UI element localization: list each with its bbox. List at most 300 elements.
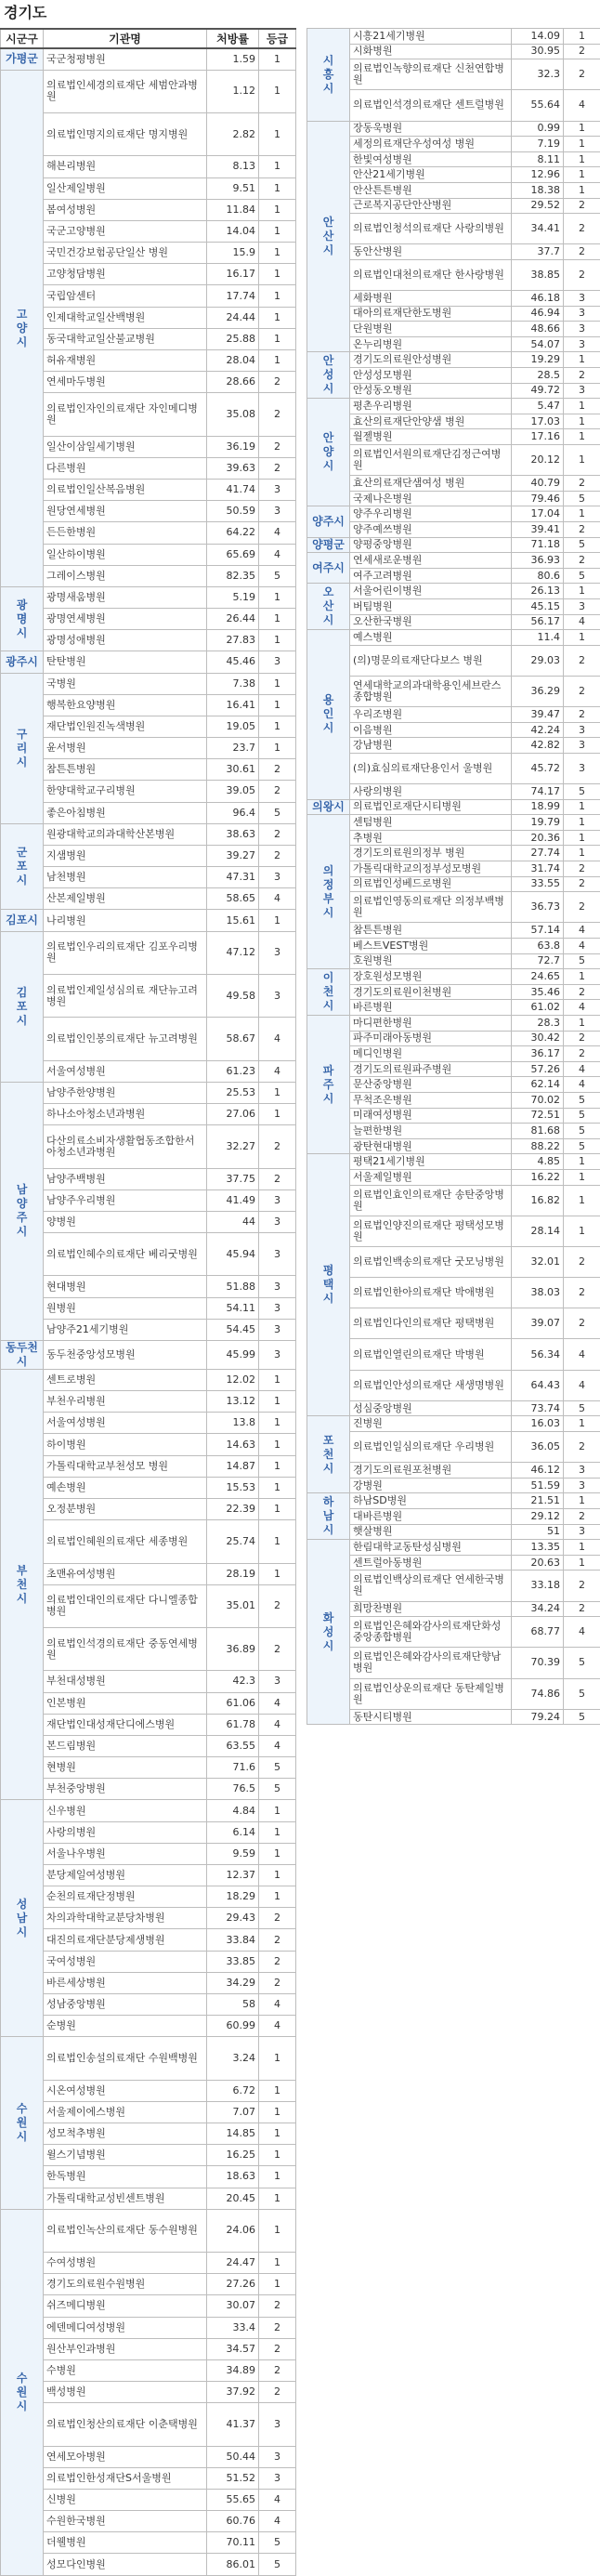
region-cell: 하남시 — [307, 1493, 350, 1540]
grade: 3 — [564, 291, 600, 307]
hospital-name: 백성병원 — [44, 2382, 207, 2403]
table-row — [1, 2467, 296, 2489]
table-row — [1, 457, 296, 479]
hospital-name: 버팀병원 — [350, 598, 512, 614]
hospital-name: 연세모아병원 — [44, 2446, 207, 2467]
table-row — [307, 322, 600, 337]
table-row — [1, 1886, 296, 1908]
prescription-rate: 28.66 — [207, 372, 259, 393]
prescription-rate: 47.12 — [207, 931, 259, 974]
prescription-rate: 57.26 — [512, 1061, 564, 1077]
prescription-rate: 18.29 — [207, 1886, 259, 1908]
grade: 4 — [564, 1061, 600, 1077]
prescription-rate: 9.59 — [207, 1843, 259, 1864]
prescription-rate: 36.89 — [207, 1628, 259, 1671]
hospital-name: 분당제일여성병원 — [44, 1864, 207, 1886]
prescription-rate: 31.74 — [512, 861, 564, 877]
hospital-name: 부천대성병원 — [44, 1671, 207, 1692]
hospital-name: 서울제일병원 — [350, 1169, 512, 1185]
prescription-rate: 28.04 — [207, 349, 259, 371]
grade: 3 — [564, 336, 600, 352]
hospital-name: 의료법인명지의료재단 명지병원 — [44, 113, 207, 156]
table-row — [1, 802, 296, 823]
prescription-rate: 30.42 — [512, 1031, 564, 1046]
hospital-name: 의료법인일산복음병원 — [44, 479, 207, 500]
table-row — [1, 1434, 296, 1455]
prescription-rate: 33.84 — [207, 1929, 259, 1951]
prescription-rate: 55.64 — [512, 90, 564, 121]
hospital-name: 성모척추병원 — [44, 2123, 207, 2145]
hospital-name: 본드림병원 — [44, 1735, 207, 1756]
prescription-rate: 35.46 — [512, 984, 564, 1000]
hospital-name: 광명성애병원 — [44, 630, 207, 651]
hospital-name: 이음병원 — [350, 722, 512, 738]
table-row — [1, 823, 296, 845]
hospital-name: 참튼튼병원 — [350, 923, 512, 939]
table-row — [307, 939, 600, 954]
grade: 2 — [259, 1584, 296, 1627]
grade: 5 — [564, 1092, 600, 1108]
grade: 2 — [564, 476, 600, 492]
hospital-name: 다른병원 — [44, 457, 207, 479]
prescription-rate: 39.07 — [512, 1308, 564, 1339]
region-cell: 의왕시 — [307, 799, 350, 815]
hospital-name: 한빛여성병원 — [350, 151, 512, 167]
grade: 1 — [259, 1520, 296, 1563]
grade: 4 — [564, 1339, 600, 1370]
header-name: 기관명 — [44, 29, 207, 48]
table-row — [1, 501, 296, 522]
table-row — [307, 830, 600, 846]
table-row — [307, 1509, 600, 1525]
hospital-name: 더웰병원 — [44, 2532, 207, 2554]
grade: 1 — [259, 2037, 296, 2080]
grade: 2 — [259, 845, 296, 866]
hospital-name: 탄탄병원 — [44, 651, 207, 673]
prescription-rate: 29.12 — [512, 1509, 564, 1525]
grade: 1 — [259, 1104, 296, 1125]
hospital-name: 남양주21세기병원 — [44, 1319, 207, 1340]
prescription-rate: 19.29 — [512, 352, 564, 368]
table-row — [1, 199, 296, 220]
hospital-name: 초맨유여성병원 — [44, 1563, 207, 1584]
prescription-rate: 74.17 — [512, 784, 564, 800]
prescription-rate: 86.01 — [207, 2554, 259, 2575]
grade: 5 — [564, 1138, 600, 1154]
prescription-rate: 39.05 — [207, 781, 259, 802]
prescription-rate: 36.17 — [512, 1046, 564, 1062]
prescription-rate: 32.01 — [512, 1246, 564, 1277]
prescription-rate: 13.8 — [207, 1413, 259, 1434]
grade: 1 — [564, 399, 600, 414]
grade: 4 — [564, 923, 600, 939]
table-row — [307, 1278, 600, 1308]
hospital-name: 순천의료재단정병원 — [44, 1886, 207, 1908]
grade: 4 — [259, 2016, 296, 2037]
grade: 3 — [564, 322, 600, 337]
grade: 1 — [564, 445, 600, 476]
hospital-name: 가톨릭대학교의정부성모병원 — [350, 861, 512, 877]
table-row — [1, 974, 296, 1017]
grade: 1 — [564, 506, 600, 522]
hospital-name: 경기도의료원안성병원 — [350, 352, 512, 368]
hospital-name: 의료법인송설의료재단 수원백병원 — [44, 2037, 207, 2080]
table-row — [307, 429, 600, 445]
hospital-name: 일산이삼일세기병원 — [44, 436, 207, 457]
prescription-rate: 63.8 — [512, 939, 564, 954]
table-row — [1, 1821, 296, 1843]
table-row — [1, 177, 296, 199]
grade: 1 — [564, 1185, 600, 1216]
table-row — [1, 544, 296, 565]
prescription-rate: 20.63 — [512, 1555, 564, 1571]
hospital-name: 국군고양병원 — [44, 220, 207, 242]
grade: 5 — [564, 1108, 600, 1124]
grade: 3 — [564, 738, 600, 754]
prescription-rate: 13.35 — [512, 1540, 564, 1556]
table-row — [307, 29, 600, 45]
prescription-rate: 74.86 — [512, 1678, 564, 1709]
prescription-rate: 25.74 — [207, 1520, 259, 1563]
table-row — [307, 1463, 600, 1479]
table-row — [1, 1477, 296, 1498]
prescription-rate: 12.96 — [512, 167, 564, 183]
grade: 1 — [259, 586, 296, 608]
prescription-rate: 47.31 — [207, 867, 259, 888]
hospital-name: 국제나은병원 — [350, 491, 512, 506]
prescription-rate: 51.59 — [512, 1478, 564, 1493]
hospital-name: 센트로병원 — [44, 1369, 207, 1390]
hospital-name: 의료법인혜수의료재단 베리굿병원 — [44, 1233, 207, 1276]
grade: 1 — [259, 1821, 296, 1843]
region-cell: 시흥시 — [307, 29, 350, 122]
table-row — [1, 1297, 296, 1319]
grade: 4 — [259, 2511, 296, 2532]
prescription-rate: 12.37 — [207, 1864, 259, 1886]
prescription-rate: 30.95 — [512, 44, 564, 59]
table-row — [307, 1617, 600, 1648]
prescription-rate: 18.63 — [207, 2166, 259, 2188]
prescription-rate: 16.03 — [512, 1416, 564, 1432]
hospital-name: 예스병원 — [350, 630, 512, 646]
hospital-name: 지샘병원 — [44, 845, 207, 866]
grade: 1 — [259, 2253, 296, 2274]
table-row — [1, 1391, 296, 1413]
grade: 1 — [259, 673, 296, 694]
table-row — [307, 598, 600, 614]
hospital-name: 남양주한양병원 — [44, 1082, 207, 1103]
table-row — [307, 1524, 600, 1540]
table-row — [1, 479, 296, 500]
table-row — [1, 867, 296, 888]
table-row — [307, 244, 600, 260]
grade: 1 — [259, 177, 296, 199]
table-row — [1, 307, 296, 328]
grade: 2 — [259, 2382, 296, 2403]
prescription-rate: 19.05 — [207, 716, 259, 737]
hospital-name: 우리조병원 — [350, 707, 512, 723]
grade: 1 — [259, 694, 296, 716]
hospital-name: 경기도의료원이천병원 — [350, 984, 512, 1000]
grade: 1 — [564, 121, 600, 137]
grade: 2 — [259, 1908, 296, 1929]
hospital-name: 허유재병원 — [44, 349, 207, 371]
hospital-name: 단원병원 — [350, 322, 512, 337]
prescription-rate: 27.74 — [512, 846, 564, 861]
grade: 1 — [564, 815, 600, 831]
grade: 1 — [564, 1169, 600, 1185]
hospital-name: 재단법인원진녹색병원 — [44, 716, 207, 737]
prescription-rate: 36.29 — [512, 676, 564, 706]
table-row — [1, 2016, 296, 2037]
table-row — [1, 2080, 296, 2101]
grade: 1 — [259, 2123, 296, 2145]
prescription-rate: 14.09 — [512, 29, 564, 45]
table-row — [1, 586, 296, 608]
table-row — [307, 399, 600, 414]
grade: 4 — [564, 614, 600, 630]
hospital-name: 바른세상병원 — [44, 1972, 207, 1993]
hospital-name: 에덴메디여성병원 — [44, 2317, 207, 2338]
region-cell: 부천시 — [1, 1369, 44, 1799]
hospital-name: 의료법인상운의료재단 동탄제일병원 — [350, 1678, 512, 1709]
prescription-rate: 30.07 — [207, 2295, 259, 2317]
region-cell: 의정부시 — [307, 815, 350, 969]
table-row — [1, 1082, 296, 1103]
region-cell: 파주시 — [307, 1016, 350, 1154]
grade: 1 — [259, 1477, 296, 1498]
hospital-name: 장동욱병원 — [350, 121, 512, 137]
region-cell: 여주시 — [307, 553, 350, 584]
prescription-rate: 63.55 — [207, 1735, 259, 1756]
prescription-rate: 16.22 — [512, 1169, 564, 1185]
table-row — [307, 1400, 600, 1416]
prescription-rate: 70.02 — [512, 1092, 564, 1108]
hospital-name: 의료법인영동의료재단 의정부백병원 — [350, 892, 512, 923]
grade: 1 — [564, 799, 600, 815]
prescription-rate: 50.59 — [207, 501, 259, 522]
grade: 1 — [259, 1369, 296, 1390]
hospital-name: 경기도의료원포천병원 — [350, 1463, 512, 1479]
grade: 3 — [564, 1524, 600, 1540]
prescription-rate: 60.99 — [207, 2016, 259, 2037]
table-row — [307, 44, 600, 59]
grade: 2 — [259, 2359, 296, 2381]
prescription-rate: 18.38 — [512, 182, 564, 198]
hospital-name: 양주예쓰병원 — [350, 522, 512, 538]
table-row — [307, 1077, 600, 1093]
hospital-name: 파주미래아동병원 — [350, 1031, 512, 1046]
prescription-rate: 17.04 — [512, 506, 564, 522]
hospital-name: 국군청평병원 — [44, 48, 207, 70]
hospital-name: 신우병원 — [44, 1800, 207, 1821]
prescription-rate: 71.6 — [207, 1757, 259, 1779]
grade: 1 — [259, 1498, 296, 1519]
grade: 1 — [259, 1864, 296, 1886]
hospital-name: 의료법인백송의료재단 굿모닝병원 — [350, 1246, 512, 1277]
grade: 1 — [259, 2145, 296, 2166]
prescription-rate: 41.37 — [207, 2403, 259, 2446]
grade: 4 — [564, 939, 600, 954]
grade: 5 — [564, 953, 600, 969]
grade: 4 — [564, 1077, 600, 1093]
hospital-name: 의료법인제일성심의료 재단뉴고려병원 — [44, 974, 207, 1017]
table-row — [1, 2037, 296, 2080]
hospital-name: 의료법인한성재단S서울병원 — [44, 2467, 207, 2489]
prescription-rate: 62.14 — [512, 1077, 564, 1093]
prescription-rate: 68.77 — [512, 1617, 564, 1648]
hospital-name: 동안산병원 — [350, 244, 512, 260]
table-row — [1, 1929, 296, 1951]
grade: 5 — [564, 1400, 600, 1416]
table-row — [1, 1800, 296, 1821]
hospital-name: 의료법인대천의료재단 한사랑병원 — [350, 259, 512, 290]
hospital-name: 경기도의료원의정부 병원 — [350, 846, 512, 861]
prescription-rate: 72.51 — [512, 1108, 564, 1124]
prescription-rate: 9.51 — [207, 177, 259, 199]
prescription-rate: 61.06 — [207, 1692, 259, 1714]
hospital-name: 효산의료재단안양샘 병원 — [350, 414, 512, 429]
hospital-name: 봄여성병원 — [44, 199, 207, 220]
hospital-name: 해븐리병원 — [44, 156, 207, 177]
hospital-name: 행복한요양병원 — [44, 694, 207, 716]
hospital-name: 메디인병원 — [350, 1046, 512, 1062]
grade: 2 — [564, 1601, 600, 1617]
prescription-rate: 51.88 — [207, 1276, 259, 1297]
grade: 1 — [564, 352, 600, 368]
region-cell: 남양주시 — [1, 1082, 44, 1340]
prescription-rate: 34.24 — [512, 1601, 564, 1617]
hospital-name: 의료법인인봉의료재단 뉴고려병원 — [44, 1018, 207, 1060]
prescription-rate: 61.02 — [512, 1000, 564, 1016]
grade: 1 — [259, 1082, 296, 1103]
prescription-rate: 4.84 — [207, 1800, 259, 1821]
grade: 3 — [259, 2467, 296, 2489]
prescription-rate: 18.99 — [512, 799, 564, 815]
grade: 2 — [564, 368, 600, 384]
hospital-name: 산본제일병원 — [44, 888, 207, 910]
prescription-rate: 64.22 — [207, 522, 259, 544]
hospital-name: 서울제이에스병원 — [44, 2101, 207, 2123]
grade: 2 — [564, 1278, 600, 1308]
prescription-rate: 28.14 — [512, 1216, 564, 1246]
grade: 1 — [564, 414, 600, 429]
grade: 1 — [564, 1493, 600, 1509]
prescription-rate: 50.44 — [207, 2446, 259, 2467]
grade: 1 — [564, 830, 600, 846]
table-row — [1, 372, 296, 393]
prescription-rate: 82.35 — [207, 565, 259, 586]
grade: 1 — [259, 307, 296, 328]
hospital-name: 의료법인석경의료재단 센트럴병원 — [350, 90, 512, 121]
grade: 4 — [259, 1993, 296, 2015]
prescription-rate: 51.52 — [207, 2467, 259, 2489]
hospital-name: 의료법인녹향의료재단 신천연합병원 — [350, 59, 512, 90]
grade: 2 — [259, 781, 296, 802]
prescription-rate: 38.85 — [512, 259, 564, 290]
table-row — [307, 151, 600, 167]
grade: 4 — [259, 888, 296, 910]
table-row — [1, 1993, 296, 2015]
prescription-rate: 60.76 — [207, 2511, 259, 2532]
table-row — [307, 291, 600, 307]
hospital-name: 한양대학교구리병원 — [44, 781, 207, 802]
table-row — [307, 1678, 600, 1709]
page-title: 경기도 — [0, 0, 600, 28]
grade: 1 — [259, 113, 296, 156]
table-row — [1, 2166, 296, 2188]
prescription-rate: 16.82 — [512, 1185, 564, 1216]
grade: 3 — [564, 1463, 600, 1479]
grade: 3 — [564, 753, 600, 783]
prescription-rate: 7.19 — [512, 137, 564, 152]
hospital-name: 연세마두병원 — [44, 372, 207, 393]
prescription-rate: 33.4 — [207, 2317, 259, 2338]
grade: 4 — [564, 1617, 600, 1648]
grade: 3 — [259, 867, 296, 888]
table-row — [307, 1540, 600, 1556]
region-cell: 포천시 — [307, 1416, 350, 1493]
table-row — [1, 1779, 296, 1800]
hospital-name: 장호원성모병원 — [350, 969, 512, 985]
table-row — [1, 264, 296, 285]
hospital-name: 광명새움병원 — [44, 586, 207, 608]
grade: 3 — [259, 2446, 296, 2467]
table-row — [1, 1189, 296, 1211]
grade: 1 — [259, 264, 296, 285]
table-row — [1, 1168, 296, 1189]
table-row — [307, 584, 600, 599]
table-row — [1, 2317, 296, 2338]
hospital-name: 수원한국병원 — [44, 2511, 207, 2532]
table-row — [1, 1843, 296, 1864]
grade: 1 — [259, 1563, 296, 1584]
hospital-name: 부천중앙병원 — [44, 1779, 207, 1800]
region-cell: 광명시 — [1, 586, 44, 651]
grade: 1 — [259, 910, 296, 931]
prescription-rate: 70.39 — [512, 1648, 564, 1678]
left-table-body — [1, 48, 296, 2575]
prescription-rate: 26.44 — [207, 609, 259, 630]
hospital-name: 추병원 — [350, 830, 512, 846]
prescription-rate: 42.24 — [512, 722, 564, 738]
hospital-name: 세정의료재단우성여성 병원 — [350, 137, 512, 152]
grade: 1 — [259, 2274, 296, 2295]
grade: 1 — [259, 2166, 296, 2188]
table-row — [307, 738, 600, 754]
grade: 3 — [564, 306, 600, 322]
table-row — [1, 1563, 296, 1584]
table-row — [1, 1018, 296, 1060]
prescription-rate: 34.89 — [207, 2359, 259, 2381]
grade: 3 — [259, 2403, 296, 2446]
prescription-rate: 33.18 — [512, 1571, 564, 1601]
hospital-name: 강남병원 — [350, 738, 512, 754]
hospital-name: 평촌우리병원 — [350, 399, 512, 414]
table-row — [1, 1714, 296, 1735]
prescription-rate: 17.74 — [207, 285, 259, 307]
hospital-name: 예손병원 — [44, 1477, 207, 1498]
grade: 2 — [564, 553, 600, 569]
table-row — [1, 845, 296, 866]
region-cell: 평택시 — [307, 1154, 350, 1416]
hospital-name: 동국대학교일산불교병원 — [44, 328, 207, 349]
hospital-name: 윤서병원 — [44, 738, 207, 759]
grade: 3 — [259, 931, 296, 974]
prescription-rate: 0.99 — [512, 121, 564, 137]
hospital-name: 경기도의료원파주병원 — [350, 1061, 512, 1077]
region-cell: 군포시 — [1, 823, 44, 910]
